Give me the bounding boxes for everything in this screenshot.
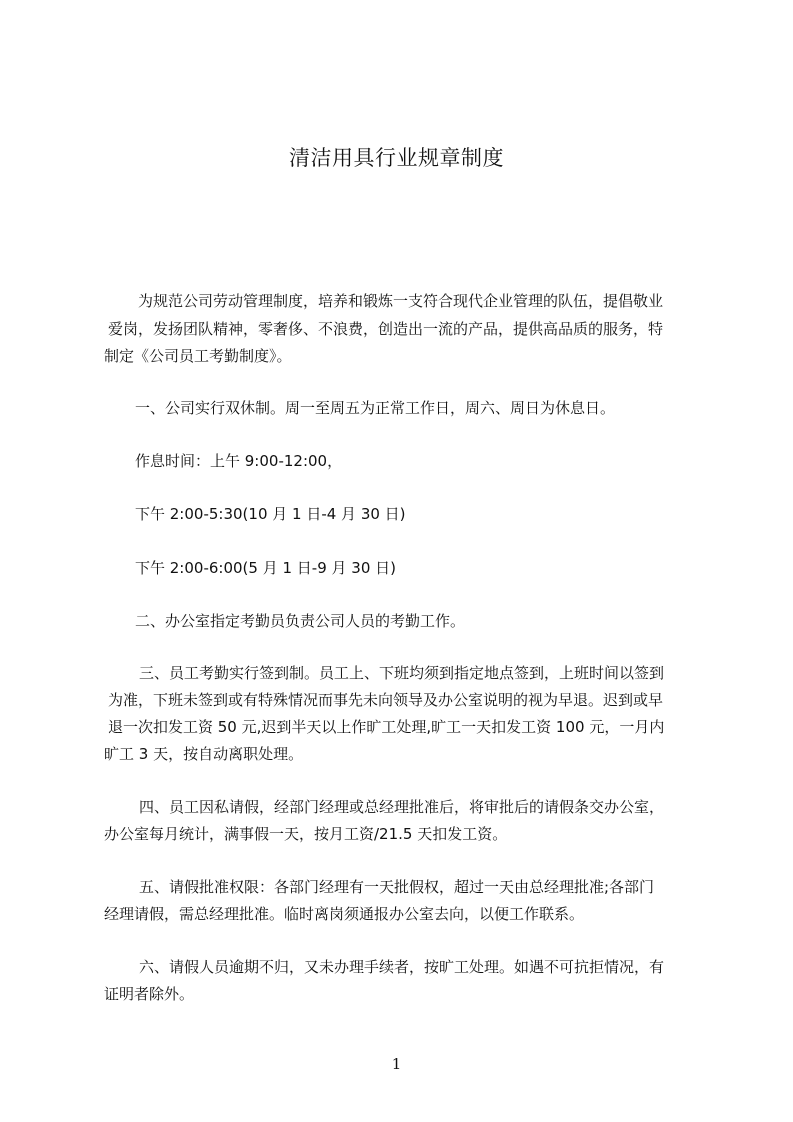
rule-3-line-1: 三、员工考勤实行签到制。员工上、下班均须到指定地点签到，上班时间以签到: [139, 664, 665, 682]
intro-line-2: 爱岗，发扬团队精神，零奢侈、不浪费，创造出一流的产品，提供高品质的服务，特: [108, 320, 664, 338]
rule-6-line-2: 证明者除外。: [104, 985, 195, 1003]
rule-5-line-1: 五、请假批准权限：各部门经理有一天批假权，超过一天由总经理批准;各部门: [139, 878, 655, 896]
page-number: 1: [391, 1055, 402, 1073]
rule-3-line-3: 退一次扣发工资 50 元,迟到半天以上作旷工处理,旷工一天扣发工资 100 元，一月内: [108, 718, 665, 736]
rule-2: 二、办公室指定考勤员负责公司人员的考勤工作。: [135, 612, 466, 630]
document-title: 清洁用具行业规章制度: [289, 146, 504, 170]
intro-line-3: 制定《公司员工考勤制度》。: [104, 347, 292, 365]
rule-1: 一、公司实行双休制。周一至周五为正常工作日，周六、周日为休息日。: [135, 399, 616, 417]
rule-4-line-2: 办公室每月统计，满事假一天，按月工资/21.5 天扣发工资。: [104, 825, 508, 843]
schedule-morning: 作息时间：上午 9:00-12:00，: [135, 452, 343, 470]
schedule-afternoon-winter: 下午 2:00-5:30(10 月 1 日-4 月 30 日): [135, 505, 406, 523]
rule-5-line-2: 经理请假，需总经理批准。临时离岗须通报办公室去向，以便工作联系。: [104, 905, 585, 923]
rule-4-line-1: 四、员工因私请假，经部门经理或总经理批准后，将审批后的请假条交办公室，: [139, 798, 665, 816]
rule-6-line-1: 六、请假人员逾期不归，又未办理手续者，按旷工处理。如遇不可抗拒情况，有: [139, 958, 665, 976]
schedule-afternoon-summer: 下午 2:00-6:00(5 月 1 日-9 月 30 日): [135, 559, 396, 577]
rule-3-line-2: 为准，下班未签到或有特殊情况而事先未向领导及办公室说明的视为早退。迟到或早: [108, 691, 664, 709]
rule-3-line-4: 旷工 3 天，按自动离职处理。: [104, 745, 304, 763]
intro-line-1: 为规范公司劳动管理制度，培养和锻炼一支符合现代企业管理的队伍，提倡敬业: [138, 292, 664, 310]
